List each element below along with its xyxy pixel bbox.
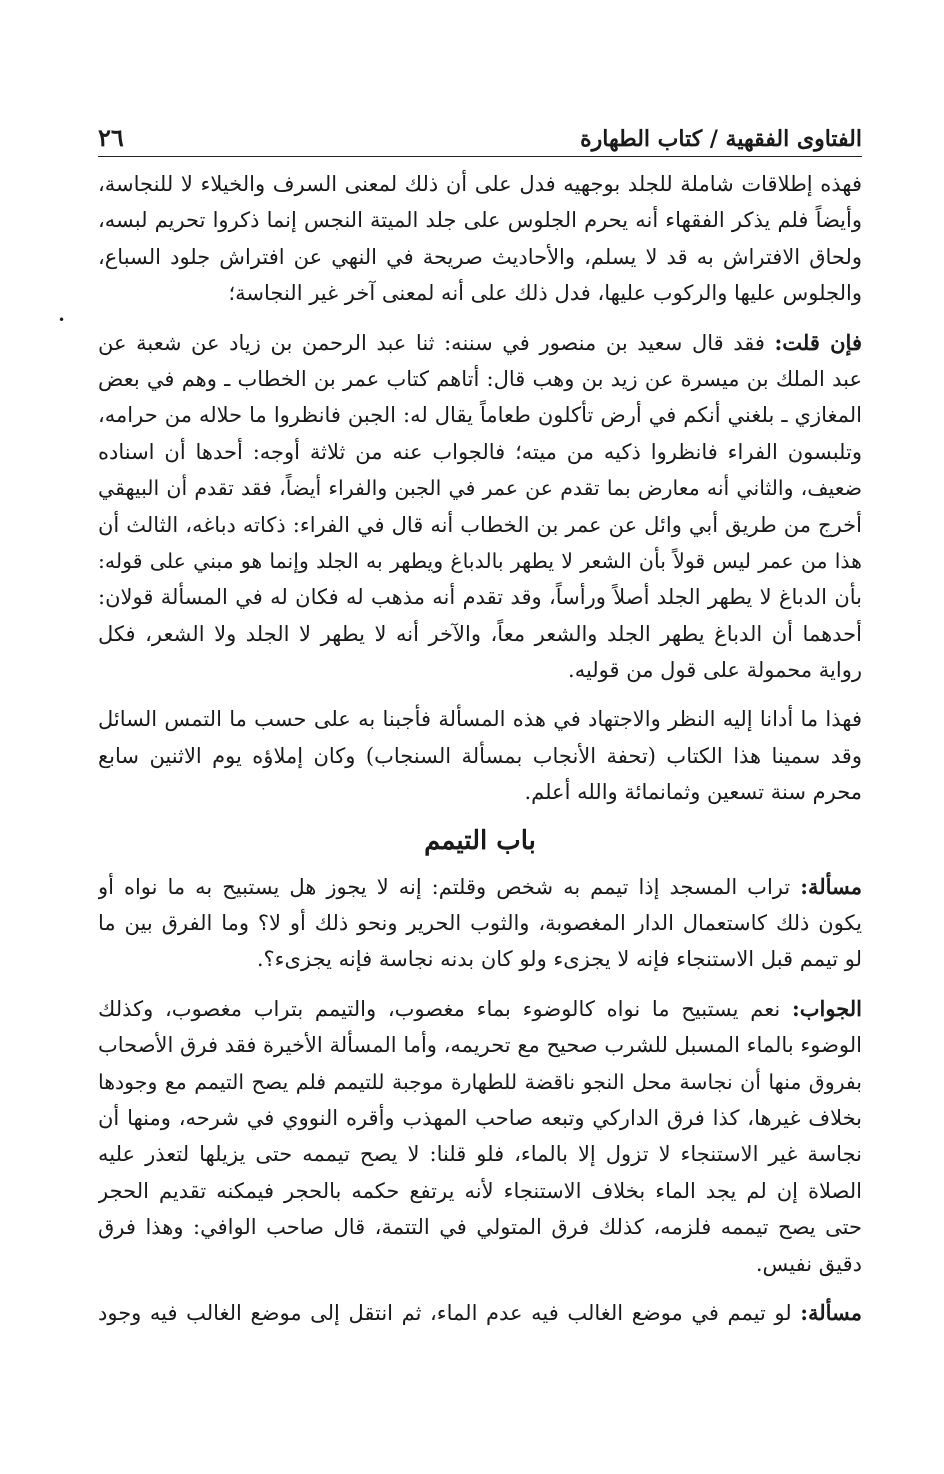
- text-line: ضعيف، والثاني أنه معارض بما تقدم عن عمر في الجبن والفراء أيضاً، فقد تقدم أن البيهقي: [98, 476, 862, 501]
- question-2: [98, 1295, 862, 1331]
- text-run: فقد قال سعيد بن منصور في سننه: ثنا عبد الرحمن بن زياد عن شعبة عن: [98, 330, 775, 355]
- text-line: بأن الدباغ لا يطهر الجلد أصلاً ورأساً، وقد تقدم أنه مذهب له فكان له في المسألة قولان:: [98, 585, 862, 610]
- paragraph-2: [98, 325, 862, 689]
- margin-mark: •: [58, 313, 66, 327]
- text-line: أحدهما أن الدباغ يطهر الجلد والشعر معاً، والآخر أنه لا يطهر لا الجلد ولا الشعر، فكل: [98, 621, 862, 646]
- answer-1: [98, 991, 862, 1282]
- page-number: ٢٦: [98, 123, 124, 152]
- text-line: دقيق نفيس.: [755, 1251, 862, 1276]
- running-title: الفتاوى الفقهية / كتاب الطهارة: [580, 126, 862, 152]
- text-line: [98, 1295, 862, 1331]
- text-line: لو تيمم قبل الاستنجاء فإنه لا يجزىء ولو كان بدنه نجاسة فإنه يجزىء؟.: [256, 947, 862, 972]
- text-line: [98, 869, 862, 905]
- question-1: [98, 869, 862, 978]
- text-line: وتلبسون الفراء فانظروا ذكيه من ميته؛ فالجواب عنه من ثلاثة أوجه: أحدها أن اسناده: [98, 439, 862, 464]
- section-heading: باب التيمم: [424, 825, 536, 856]
- text-line: أخرج من طريق أبي وائل عن عمر بن الخطاب أنه قال في الفراء: ذكاته دباغه، الثالث أن: [98, 512, 862, 537]
- text-line: حتى يصح تيممه فلزمه، كذلك فرق المتولي في التتمة، قال صاحب الوافي: وهذا فرق: [98, 1215, 862, 1240]
- text-run: لو تيمم في موضع الغالب فيه عدم الماء، ثم انتقل إلى موضع الغالب فيه وجود: [98, 1300, 801, 1325]
- text-line: الصلاة إن لم يجد الماء بخلاف الاستنجاء لأنه يرتفع حكمه بالحجر فيمكنه تقديم الحجر: [98, 1178, 862, 1203]
- paragraph-lead: مسألة:: [800, 873, 862, 899]
- page-header: [98, 116, 862, 152]
- text-line: المغازي ـ بلغني أنكم في أرض تأكلون طعاماً يقال له: الجبن فانظروا ما حلاله من حرامه،: [98, 403, 862, 428]
- paragraph-lead: فإن قلت:: [774, 329, 862, 355]
- text-line: يكون ذلك كاستعمال الدار المغصوبة، والثوب الحرير ونحو ذلك أو لا؟ وما الفرق بين ما: [98, 911, 862, 936]
- header-rule: [98, 156, 862, 157]
- paragraph-lead: مسألة:: [800, 1299, 862, 1325]
- text-line: نجاسة غير الاستنجاء لا تزول إلا بالماء، فلو قلنا: لا يصح تيممه حتى يزيلها لتعذر عليه: [98, 1142, 862, 1167]
- text-line: ولحاق الافتراش به قد لا يسلم، والأحاديث صريحة في النهي عن افتراش جلود السباع،: [98, 244, 862, 269]
- text-run: تراب المسجد إذا تيمم به شخص وقلتم: إنه لا يجوز هل يستبيح به ما نواه أو: [98, 874, 801, 899]
- text-line: الوضوء بالماء المسبل للشرب صحيح مع تحريمه، وأما المسألة الأخيرة فقد فرق الأصحاب: [98, 1033, 862, 1058]
- text-line: محرم سنة تسعين وثمانمائة والله أعلم.: [524, 780, 862, 805]
- text-line: فهذه إطلاقات شاملة للجلد بوجهيه فدل على أن ذلك لمعنى السرف والخيلاء لا للنجاسة،: [98, 172, 862, 196]
- text-line: [98, 325, 862, 361]
- text-line: رواية محمولة على قول من قوليه.: [568, 658, 862, 683]
- paragraph-3: [98, 701, 862, 810]
- text-line: والجلوس عليها والركوب عليها، فدل ذلك على أنه لمعنى آخر غير النجاسة؛: [228, 281, 862, 306]
- paragraph-1: [98, 166, 862, 312]
- page-body: [98, 166, 862, 1331]
- text-line: عبد الملك بن ميسرة عن زيد بن وهب قال: أتاهم كتاب عمر بن الخطاب ـ وهم في بعض: [98, 366, 862, 391]
- text-line: بفروق منها أن نجاسة محل النجو ناقضة للطهارة موجبة للتيمم فلم يصح التيمم مع وجودها: [98, 1069, 862, 1094]
- text-run: نعم يستبيح ما نواه كالوضوء بماء مغصوب، والتيمم بتراب مغصوب، وكذلك: [98, 996, 792, 1021]
- text-line: هذا من عمر ليس قولاً بأن الشعر لا يطهر بالدباغ ويطهر به الجلد وإنما هو مبني على قوله:: [98, 548, 862, 573]
- paragraph-lead: الجواب:: [792, 995, 862, 1021]
- text-line: فهذا ما أدانا إليه النظر والاجتهاد في هذه المسألة فأجبنا به على حسب ما التمس السائل: [98, 707, 862, 732]
- text-line: بخلاف غيرها، كذا فرق الداركي وتبعه صاحب المهذب وأقره النووي في شرحه، ومنها أن: [98, 1105, 862, 1130]
- text-line: [98, 991, 862, 1027]
- text-line: وأيضاً فلم يذكر الفقهاء أنه يحرم الجلوس على جلد الميتة النجس إنما ذكروا تحريم لبسه،: [98, 208, 862, 233]
- text-line: وقد سمينا هذا الكتاب (تحفة الأنجاب بمسألة السنجاب) وكان إملاؤه يوم الاثنين سابع: [98, 743, 862, 768]
